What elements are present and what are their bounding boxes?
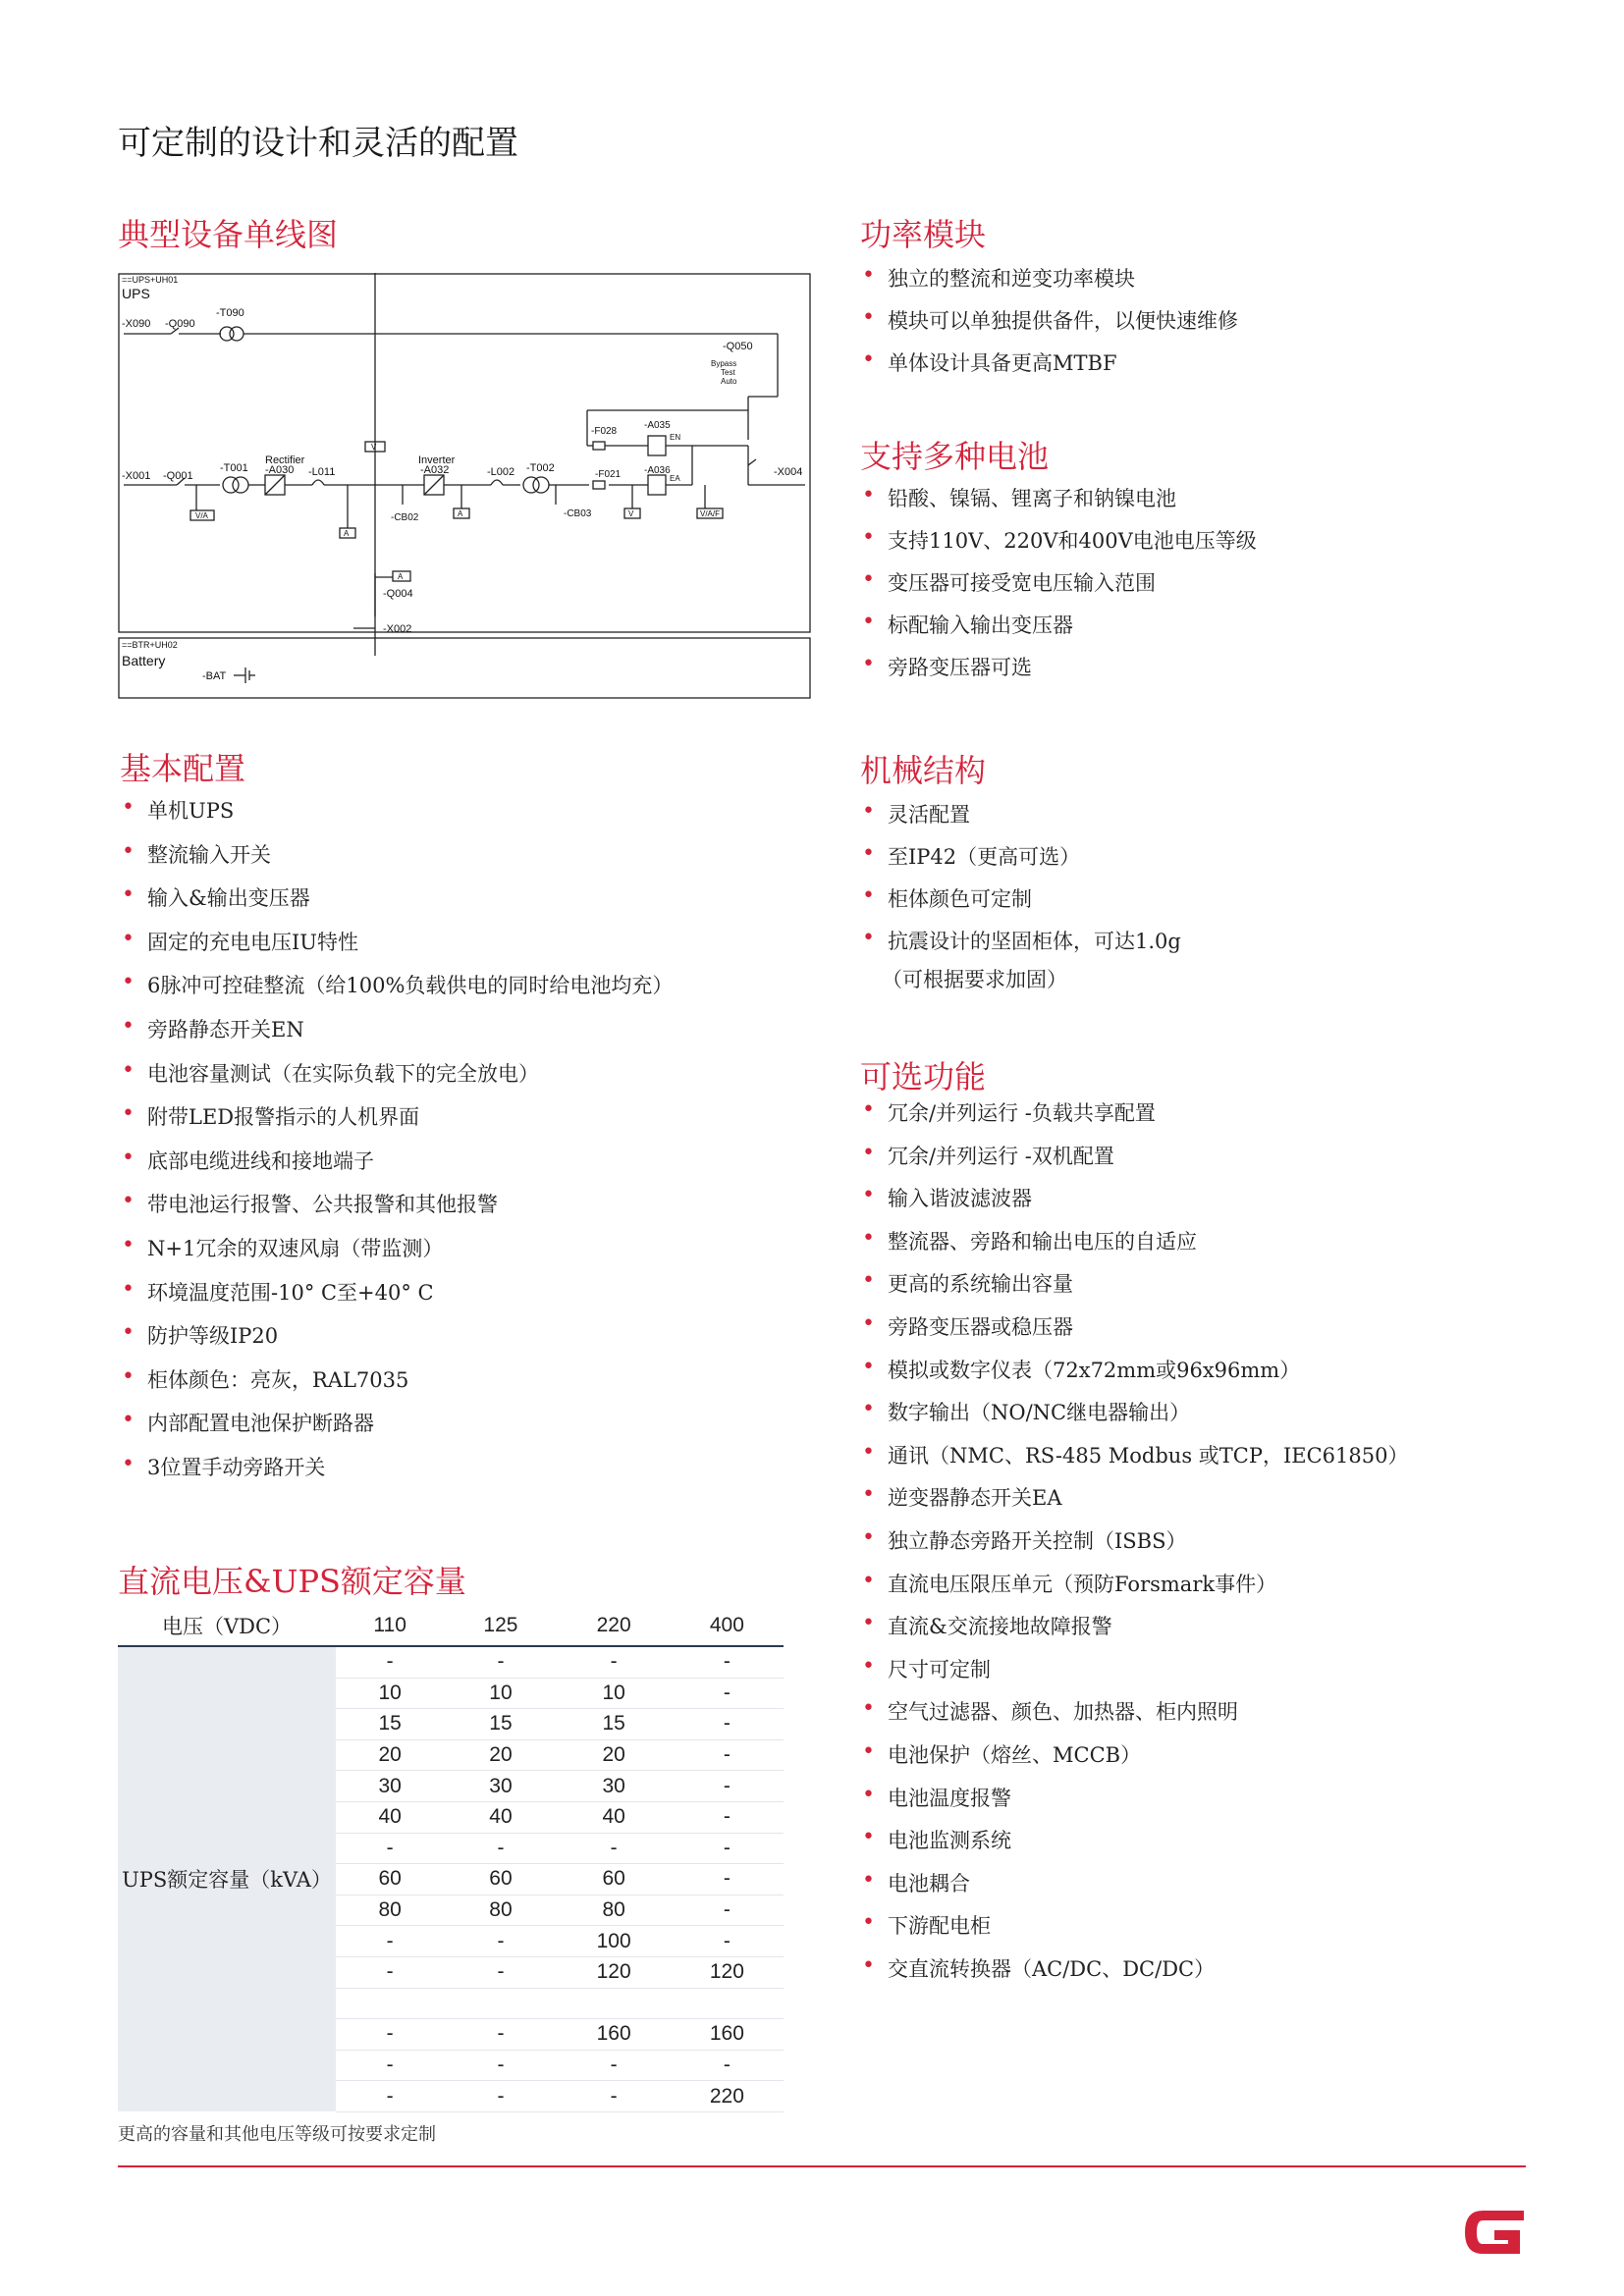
list-item: [858, 567, 1257, 610]
basic-config-list: [118, 795, 673, 1496]
list-item-text: 标配输入输出变压器: [888, 614, 1073, 637]
table-cell: -: [444, 2081, 557, 2112]
table-cell: 220: [671, 2081, 784, 2112]
diagram-label: -Q004: [383, 588, 413, 600]
mechanical-list: [858, 799, 1181, 968]
list-item-text: 单机UPS: [147, 799, 235, 823]
list-item: [118, 882, 673, 927]
list-item: [858, 1355, 1408, 1398]
list-item: [858, 883, 1181, 926]
bullet-icon: •: [862, 883, 875, 908]
bullet-icon: •: [862, 483, 875, 507]
bullet-icon: •: [862, 1782, 875, 1807]
table-cell: 60: [444, 1864, 557, 1896]
list-item-text: 电池保护（熔丝、MCCB）: [888, 1742, 1142, 1767]
list-item: [858, 1268, 1408, 1311]
list-item-text: 防护等级IP20: [147, 1324, 279, 1349]
list-item-text: 旁路变压器可选: [888, 656, 1032, 679]
diagram-label: Bypass: [711, 359, 737, 368]
diagram-label: -Q050: [723, 341, 753, 352]
table-cell: -: [558, 1646, 671, 1678]
table-cell: -: [336, 2081, 444, 2112]
bullet-icon: •: [122, 1363, 135, 1389]
list-item: [118, 1233, 673, 1277]
list-item-text: 环境温度范围-10° C至+40° C: [147, 1280, 434, 1305]
table-cell: 80: [558, 1895, 671, 1926]
table-cell: 60: [336, 1864, 444, 1896]
list-item: [118, 1101, 673, 1146]
table-cell: -: [558, 1833, 671, 1864]
diagram-label: V: [628, 509, 634, 518]
table-cell: 10: [336, 1678, 444, 1709]
diagram-label: A: [344, 529, 350, 538]
table-cell: 30: [444, 1771, 557, 1802]
list-item-text: 直流&交流接地故障报警: [888, 1615, 1112, 1639]
diagram-label: A: [398, 572, 404, 581]
bullet-icon: •: [862, 567, 875, 592]
bullet-icon: •: [862, 1825, 875, 1850]
list-item-text: 内部配置电池保护断路器: [147, 1412, 374, 1436]
bullet-icon: •: [862, 1097, 875, 1122]
list-item: [118, 970, 673, 1014]
table-cell: 10: [444, 1678, 557, 1709]
table-cell: -: [444, 1956, 557, 1988]
table-cell: -: [671, 1678, 784, 1709]
list-item: [118, 839, 673, 883]
bullet-icon: •: [862, 1867, 875, 1893]
list-item: [858, 1226, 1408, 1269]
diagram-label: -F021: [595, 469, 622, 480]
battery-support-list: [858, 483, 1257, 694]
diagram-label: ==BTR+UH02: [122, 640, 178, 650]
list-item-text: 至IP42（更高可选）: [888, 845, 1081, 869]
table-header-cell: 125: [444, 1606, 557, 1646]
list-item-text: 数字输出（NO/NC继电器输出）: [888, 1401, 1191, 1425]
table-cell: [558, 1988, 671, 2019]
list-item: [858, 1696, 1408, 1739]
list-item: [858, 610, 1257, 652]
power-module-title: 功率模块: [860, 216, 987, 253]
diagram-label: EA: [670, 474, 680, 483]
diagram-label: -CB02: [391, 512, 419, 523]
table-cell: -: [336, 2019, 444, 2051]
list-item-text: 变压器可接受宽电压输入范围: [888, 571, 1156, 595]
list-item: [858, 926, 1181, 968]
list-item: [858, 1141, 1408, 1184]
list-item: [858, 305, 1238, 347]
list-item-text: 空气过滤器、颜色、加热器、柜内照明: [888, 1700, 1238, 1725]
row-label: UPS额定容量（kVA）: [118, 1646, 336, 2111]
single-line-diagram-svg: [118, 273, 811, 699]
bullet-icon: •: [862, 1354, 875, 1379]
list-item: [858, 1482, 1408, 1525]
bullet-icon: •: [862, 1611, 875, 1636]
list-item-text: 尺寸可定制: [888, 1657, 991, 1682]
list-item: [118, 1014, 673, 1058]
list-item-text: 模块可以单独提供备件，以便快速维修: [888, 309, 1238, 333]
footer-rule: [118, 2165, 1526, 2167]
list-item-text: 逆变器静态开关EA: [888, 1486, 1062, 1511]
table-cell: 30: [558, 1771, 671, 1802]
list-item: [858, 347, 1238, 390]
list-item-text: 附带LED报警指示的人机界面: [147, 1105, 420, 1130]
bullet-icon: •: [862, 1183, 875, 1208]
table-cell: -: [671, 1833, 784, 1864]
table-cell: -: [444, 2050, 557, 2081]
list-item-text: 通讯（NMC、RS-485 Modbus 或TCP，IEC61850）: [888, 1443, 1409, 1468]
bullet-icon: •: [862, 799, 875, 824]
list-item: [858, 1440, 1408, 1483]
table-cell: -: [558, 2050, 671, 2081]
list-item-text: 电池温度报警: [888, 1786, 1011, 1810]
diagram-label: A: [458, 509, 463, 518]
list-item-text: 整流输入开关: [147, 842, 271, 867]
list-item: [858, 1825, 1408, 1868]
diagram-label: Inverter: [418, 454, 456, 466]
list-item: [118, 927, 673, 971]
bullet-icon: •: [122, 926, 135, 951]
bullet-icon: •: [862, 1910, 875, 1936]
bullet-icon: •: [862, 1397, 875, 1422]
bullet-icon: •: [862, 1268, 875, 1294]
bullet-icon: •: [122, 1013, 135, 1039]
bullet-icon: •: [862, 841, 875, 866]
single-line-diagram: [118, 273, 811, 699]
battery-support-title: 支持多种电池: [860, 438, 1050, 475]
capacity-header-row: [118, 1606, 784, 1646]
table-cell: 120: [558, 1956, 671, 1988]
list-item-text: 独立的整流和逆变功率模块: [888, 267, 1135, 291]
table-cell: 160: [558, 2019, 671, 2051]
table-header-cell: 电压（VDC）: [118, 1606, 336, 1646]
bullet-icon: •: [862, 347, 875, 372]
table-cell: -: [671, 1895, 784, 1926]
table-cell: 15: [444, 1709, 557, 1740]
table-cell: -: [336, 1833, 444, 1864]
table-cell: 15: [558, 1709, 671, 1740]
table-cell: 40: [336, 1801, 444, 1833]
list-item-text: 冗余/并列运行 -双机配置: [888, 1144, 1114, 1168]
list-item: [118, 1452, 673, 1496]
list-item-text: 旁路静态开关EN: [147, 1017, 304, 1041]
list-item: [858, 1739, 1408, 1783]
list-item-text: 更高的系统输出容量: [888, 1272, 1073, 1297]
list-item: [118, 795, 673, 839]
list-item-text: 6脉冲可控硅整流（给100%负载供电的同时给电池均充）: [147, 974, 674, 998]
list-item: [858, 525, 1257, 567]
bullet-icon: •: [122, 1101, 135, 1127]
list-item: [858, 1183, 1408, 1226]
list-item: [858, 1654, 1408, 1697]
list-item: [118, 1320, 673, 1364]
list-item-text: 整流器、旁路和输出电压的自适应: [888, 1229, 1197, 1254]
capacity-table: [118, 1606, 784, 2112]
table-cell: -: [671, 1646, 784, 1678]
table-cell: 80: [336, 1895, 444, 1926]
diagram-label: -T001: [220, 462, 248, 474]
list-item: [118, 1146, 673, 1190]
table-cell: 80: [444, 1895, 557, 1926]
mechanical-title: 机械结构: [860, 752, 987, 789]
diagram-label: -Q001: [163, 470, 193, 482]
bullet-icon: •: [122, 1451, 135, 1476]
table-row: [118, 1646, 784, 1678]
table-cell: [671, 1988, 784, 2019]
diagram-label: EN: [670, 433, 681, 442]
diagram-label: V/A: [195, 511, 208, 520]
list-item-text: 旁路变压器或稳压器: [888, 1314, 1073, 1339]
table-cell: 40: [444, 1801, 557, 1833]
list-item-text: 灵活配置: [888, 803, 970, 827]
list-item: [118, 1408, 673, 1452]
list-item: [858, 1397, 1408, 1440]
table-header-cell: 400: [671, 1606, 784, 1646]
diagram-label: V: [371, 443, 377, 452]
list-item-text: 下游配电柜: [888, 1914, 991, 1939]
list-item: [858, 1868, 1408, 1911]
table-cell: -: [336, 1646, 444, 1678]
table-cell: -: [444, 1646, 557, 1678]
bullet-icon: •: [122, 1320, 135, 1346]
bullet-icon: •: [862, 525, 875, 550]
bullet-icon: •: [862, 1310, 875, 1336]
diagram-label: -F028: [591, 426, 618, 437]
table-cell: 10: [558, 1678, 671, 1709]
table-cell: 60: [558, 1864, 671, 1896]
bullet-icon: •: [862, 926, 875, 950]
table-cell: -: [444, 2019, 557, 2051]
diagram-label: Battery: [122, 653, 166, 668]
bullet-icon: •: [862, 1140, 875, 1165]
bullet-icon: •: [122, 1408, 135, 1433]
list-item: [118, 1277, 673, 1321]
diagram-title: 典型设备单线图: [118, 216, 339, 253]
diagram-label: -X090: [122, 318, 151, 330]
list-item: [858, 1525, 1408, 1569]
diagram-label: -A035: [644, 420, 671, 431]
diagram-label: -Q090: [165, 318, 195, 330]
table-cell: 20: [558, 1739, 671, 1771]
table-cell: -: [671, 1864, 784, 1896]
bullet-icon: •: [862, 652, 875, 676]
table-cell: 40: [558, 1801, 671, 1833]
table-cell: -: [336, 1956, 444, 1988]
list-item: [858, 1611, 1408, 1654]
bullet-icon: •: [862, 1524, 875, 1550]
bullet-icon: •: [122, 1189, 135, 1214]
capacity-title: 直流电压&UPS额定容量: [118, 1563, 466, 1600]
diagram-label: -A032: [420, 464, 450, 476]
list-item-text: 支持110V、220V和400V电池电压等级: [888, 529, 1257, 553]
table-header-cell: 110: [336, 1606, 444, 1646]
table-cell: [336, 1988, 444, 2019]
optional-list: [858, 1097, 1408, 1996]
list-item: [858, 841, 1181, 883]
list-item: [858, 483, 1257, 525]
list-item-text: 电池容量测试（在实际负载下的完全放电）: [147, 1061, 539, 1086]
list-item-text: 输入&输出变压器: [147, 886, 310, 911]
list-item-text: 带电池运行报警、公共报警和其他报警: [147, 1193, 498, 1217]
bullet-icon: •: [862, 263, 875, 288]
table-cell: -: [671, 1926, 784, 1957]
bullet-icon: •: [122, 970, 135, 995]
table-cell: 15: [336, 1709, 444, 1740]
table-cell: -: [336, 2050, 444, 2081]
diagram-label: -A036: [644, 465, 671, 476]
bullet-icon: •: [862, 1653, 875, 1679]
table-cell: 100: [558, 1926, 671, 1957]
table-cell: 160: [671, 2019, 784, 2051]
diagram-label: -A030: [265, 464, 295, 476]
table-cell: -: [558, 2081, 671, 2112]
diagram-label: UPS: [122, 286, 150, 301]
list-item-text: 单体设计具备更高MTBF: [888, 351, 1117, 375]
bullet-icon: •: [862, 1738, 875, 1764]
table-cell: -: [671, 1801, 784, 1833]
bullet-icon: •: [122, 1232, 135, 1257]
bullet-icon: •: [862, 1952, 875, 1978]
diagram-label: -L002: [487, 466, 515, 478]
list-item: [858, 263, 1238, 305]
optional-title: 可选功能: [860, 1058, 987, 1095]
list-item: [858, 652, 1257, 694]
bullet-icon: •: [862, 1439, 875, 1465]
mechanical-continuation: （可根据要求加固）: [882, 968, 1067, 991]
list-item-text: 电池监测系统: [888, 1829, 1011, 1853]
list-item: [858, 1097, 1408, 1141]
diagram-label: -X002: [383, 623, 412, 635]
list-item: [858, 1783, 1408, 1826]
bullet-icon: •: [862, 610, 875, 634]
diagram-label: -X001: [122, 470, 151, 482]
capacity-note: 更高的容量和其他电压等级可按要求定制: [118, 2124, 436, 2145]
table-cell: -: [444, 1833, 557, 1864]
list-item: [858, 1953, 1408, 1997]
diagram-label: V/A/F: [700, 509, 721, 518]
table-header-cell: 220: [558, 1606, 671, 1646]
bullet-icon: •: [862, 1568, 875, 1593]
list-item: [858, 799, 1181, 841]
diagram-label: ==UPS+UH01: [122, 275, 179, 285]
list-item-text: 电池耦合: [888, 1871, 970, 1896]
diagram-label: -BAT: [202, 670, 227, 682]
bullet-icon: •: [122, 1276, 135, 1302]
diagram-label: -T090: [216, 307, 244, 319]
bullet-icon: •: [122, 1057, 135, 1083]
diagram-label: -T002: [526, 462, 555, 474]
table-cell: -: [336, 1926, 444, 1957]
list-item-text: 3位置手动旁路开关: [147, 1455, 326, 1479]
list-item: [118, 1058, 673, 1102]
table-cell: -: [671, 2050, 784, 2081]
list-item-text: 输入谐波滤波器: [888, 1187, 1032, 1211]
table-cell: 120: [671, 1956, 784, 1988]
bullet-icon: •: [862, 305, 875, 330]
table-cell: [444, 1988, 557, 2019]
diagram-label: -X004: [774, 466, 803, 478]
list-item-text: 抗震设计的坚固柜体，可达1.0g: [888, 930, 1181, 953]
list-item-text: 固定的充电电压IU特性: [147, 930, 358, 954]
diagram-label: -L011: [308, 466, 336, 478]
basic-config-title: 基本配置: [120, 750, 246, 787]
list-item: [118, 1364, 673, 1409]
table-cell: 20: [336, 1739, 444, 1771]
table-cell: -: [671, 1771, 784, 1802]
bullet-icon: •: [122, 882, 135, 908]
list-item: [858, 1569, 1408, 1612]
diagram-label: -CB03: [564, 508, 592, 519]
list-item: [858, 1910, 1408, 1953]
bullet-icon: •: [122, 795, 135, 820]
list-item: [118, 1189, 673, 1233]
table-cell: 30: [336, 1771, 444, 1802]
list-item-text: 独立静态旁路开关控制（ISBS）: [888, 1528, 1187, 1553]
table-cell: -: [671, 1739, 784, 1771]
list-item-text: 直流电压限压单元（预防Forsmark事件）: [888, 1572, 1277, 1596]
bullet-icon: •: [862, 1482, 875, 1508]
table-cell: -: [444, 1926, 557, 1957]
bullet-icon: •: [122, 838, 135, 864]
table-cell: -: [671, 1709, 784, 1740]
table-cell: 20: [444, 1739, 557, 1771]
bullet-icon: •: [862, 1696, 875, 1722]
list-item-text: 交直流转换器（AC/DC、DC/DC）: [888, 1956, 1216, 1981]
bullet-icon: •: [122, 1145, 135, 1170]
list-item-text: 铅酸、镍镉、锂离子和钠镍电池: [888, 487, 1176, 510]
g-logo-icon: [1461, 2203, 1526, 2262]
diagram-label: Auto: [721, 377, 737, 386]
power-module-list: [858, 263, 1238, 390]
bullet-icon: •: [862, 1225, 875, 1251]
list-item-text: N+1冗余的双速风扇（带监测）: [147, 1236, 444, 1260]
list-item-text: 底部电缆进线和接地端子: [147, 1148, 374, 1173]
diagram-label: Rectifier: [265, 454, 305, 466]
page-title: 可定制的设计和灵活的配置: [118, 124, 518, 163]
list-item-text: 柜体颜色：亮灰，RAL7035: [147, 1367, 409, 1392]
list-item-text: 模拟或数字仪表（72x72mm或96x96mm）: [888, 1358, 1301, 1382]
list-item: [858, 1311, 1408, 1355]
list-item-text: 冗余/并列运行 -负载共享配置: [888, 1101, 1156, 1125]
diagram-label: Test: [721, 368, 735, 377]
list-item-text: 柜体颜色可定制: [888, 887, 1032, 911]
